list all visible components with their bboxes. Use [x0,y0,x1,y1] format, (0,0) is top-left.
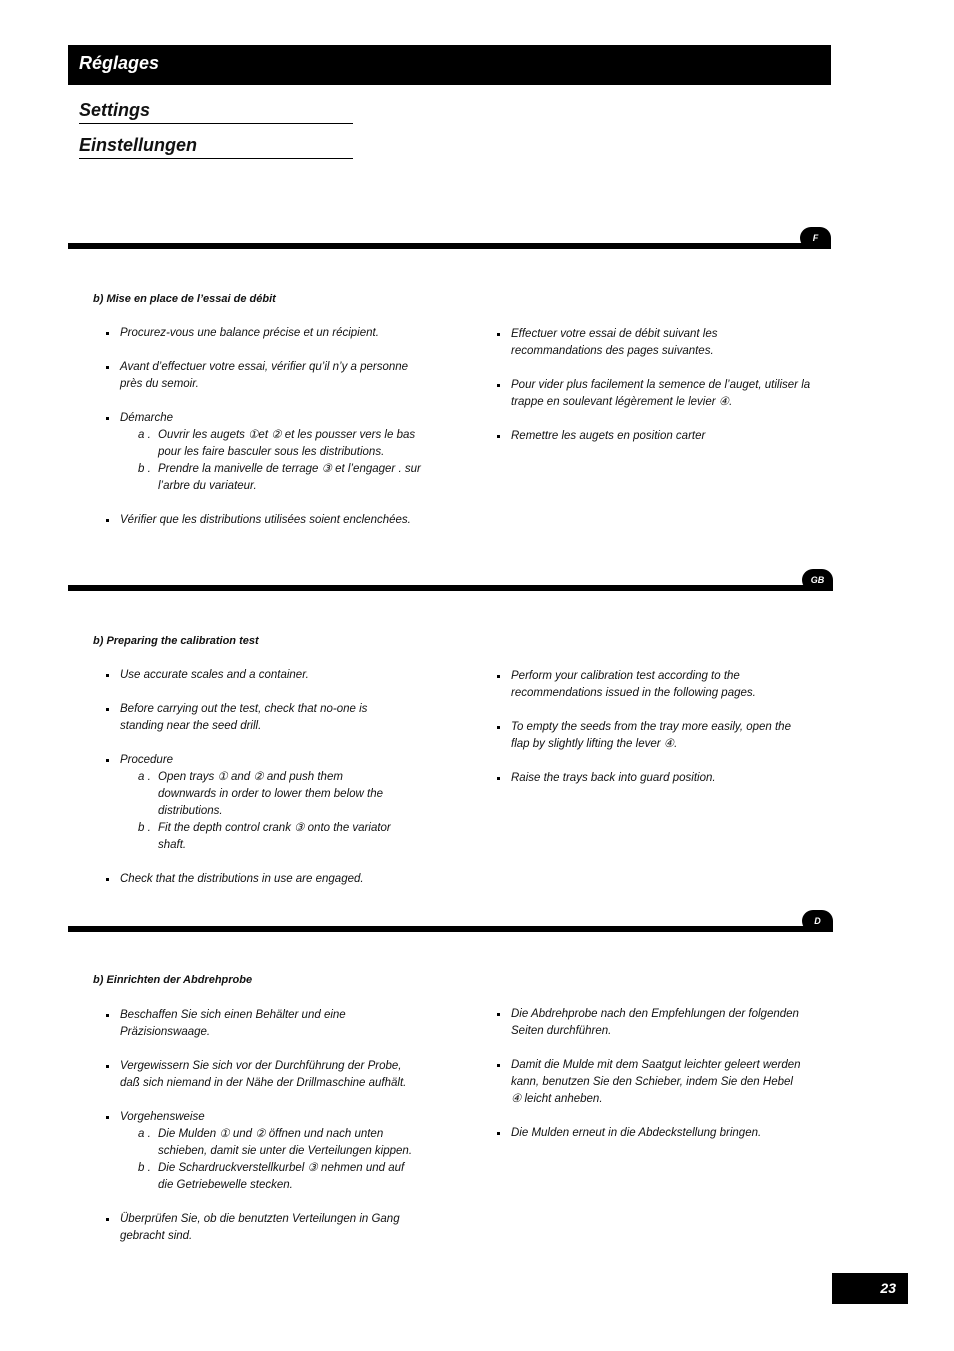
section-gb-left-column [106,667,391,905]
bullet-icon [106,519,109,522]
sub-step [120,427,421,461]
list-item [497,326,812,360]
section-divider-f [68,243,831,249]
bullet-icon [106,1116,109,1119]
bullet-icon [106,417,109,420]
list-item [106,1211,416,1245]
list-item [106,871,391,888]
bullet-icon [497,1132,500,1135]
bullet-icon [106,1014,109,1017]
item-text: Die Abdrehprobe nach den Empfehlungen der folgenden Seiten durchführen. [511,1008,799,1037]
list-item [106,325,421,342]
item-text: Before carrying out the test, check that no-one is standing near the seed drill. [120,703,368,732]
bullet-icon [106,878,109,881]
sub-step-text: Open trays ① and ② and push them downwards in order to lower them below the distributions. [158,771,384,817]
list-item [497,668,792,702]
bullet-icon [106,708,109,711]
subtitle-german: Einstellungen [79,135,353,159]
list-item [106,512,421,529]
sub-step [120,820,391,854]
list-item [497,377,812,411]
bullet-icon [497,777,500,780]
sub-step-letter: b . [138,1162,151,1174]
bullet-icon [497,726,500,729]
section-f-right-column [497,326,812,462]
list-item [106,1109,416,1194]
section-heading-d: b) Einrichten der Abdrehprobe [93,974,253,986]
item-text: To empty the seeds from the tray more easily, open the flap by slightly lifting the lever ④. [511,721,791,750]
list-item [106,701,391,735]
sub-step [120,1160,416,1194]
list-item [497,428,812,445]
bullet-icon [497,1064,500,1067]
bullet-icon [497,384,500,387]
list-item [497,1125,802,1142]
list-item [106,1058,416,1092]
item-text: Die Mulden erneut in die Abdeckstellung bringen. [511,1127,762,1139]
sub-step-text: Fit the depth control crank ③ onto the variator shaft. [158,822,391,851]
bullet-icon [106,332,109,335]
bullet-icon [497,435,500,438]
item-text: Beschaffen Sie sich einen Behälter und eine Präzisionswaage. [120,1009,346,1038]
list-item [497,1057,802,1108]
section-heading-gb: b) Preparing the calibration test [93,635,259,647]
bullet-icon [497,333,500,336]
sub-step-text: Die Mulden ① und ② öffnen und nach unten schieben, damit sie unter die Verteilungen kippen. [158,1128,413,1157]
item-text: Démarche [120,412,174,424]
item-text: Avant d’effectuer votre essai, vérifier qu’il n’y a personne près du semoir. [120,361,409,390]
section-f-left-column [106,325,421,546]
section-d-right-column [497,1006,802,1159]
section-divider-gb [68,585,831,591]
sub-step-text: Die Schardruckverstellkurbel ③ nehmen und auf die Getriebewelle stecken. [158,1162,405,1191]
bullet-icon [497,1013,500,1016]
bullet-icon [106,1218,109,1221]
sub-step-letter: b . [138,463,151,475]
list-item [497,770,792,787]
item-text: Vergewissern Sie sich vor der Durchführung der Probe, daß sich niemand in der Nähe der Drillmaschine aufhält. [120,1060,407,1089]
list-item [106,359,421,393]
section-gb-right-column [497,668,792,804]
item-text: Überprüfen Sie, ob die benutzten Verteilungen in Gang gebracht sind. [120,1213,400,1242]
page-title: Réglages [79,53,160,73]
sub-step-text: Ouvrir les augets ①et ② et les pousser vers le bas pour les faire basculer sous les distributions. [158,429,416,458]
bullet-icon [106,1065,109,1068]
list-item [106,410,421,495]
item-text: Procedure [120,754,174,766]
list-item [497,719,792,753]
language-badge-f: F [800,227,831,249]
section-d-left-column [106,1007,416,1262]
sub-step-letter: a . [138,429,151,441]
section-heading-f: b) Mise en place de l’essai de débit [93,293,276,305]
list-item [106,667,391,684]
item-text: Pour vider plus facilement la semence de l’auget, utiliser la trappe en soulevant légèrement le levier ④. [511,379,811,408]
section-divider-d [68,926,831,932]
item-text: Procurez-vous une balance précise et un récipient. [120,327,379,339]
item-text: Vérifier que les distributions utilisées soient enclenchées. [120,514,411,526]
sub-step-letter: a . [138,1128,151,1140]
sub-step-letter: b . [138,822,151,834]
bullet-icon [106,759,109,762]
language-badge-gb: GB [802,569,833,591]
item-text: Use accurate scales and a container. [120,669,309,681]
sub-step-letter: a . [138,771,151,783]
item-text: Remettre les augets en position carter [511,430,706,442]
language-badge-d: D [802,910,833,932]
bullet-icon [106,366,109,369]
item-text: Perform your calibration test according to the recommendations issued in the following pages. [511,670,756,699]
sub-step [120,769,391,820]
item-text: Effectuer votre essai de débit suivant les recommandations des pages suivantes. [511,328,718,357]
page-number: 23 [832,1273,908,1304]
list-item [106,752,391,854]
item-text: Raise the trays back into guard position. [511,772,716,784]
sub-step-text: Prendre la manivelle de terrage ③ et l’engager . sur l’arbre du variateur. [158,463,421,492]
bullet-icon [497,675,500,678]
item-text: Check that the distributions in use are engaged. [120,873,364,885]
item-text: Vorgehensweise [120,1111,205,1123]
bullet-icon [106,674,109,677]
list-item [497,1006,802,1040]
list-item [106,1007,416,1041]
sub-step [120,461,421,495]
item-text: Damit die Mulde mit dem Saatgut leichter geleert werden kann, benutzen Sie den Schieber, indem Sie den Hebel ④ leicht anheben. [511,1059,801,1105]
sub-step [120,1126,416,1160]
subtitle-english: Settings [79,100,353,124]
title-bar [68,45,831,85]
